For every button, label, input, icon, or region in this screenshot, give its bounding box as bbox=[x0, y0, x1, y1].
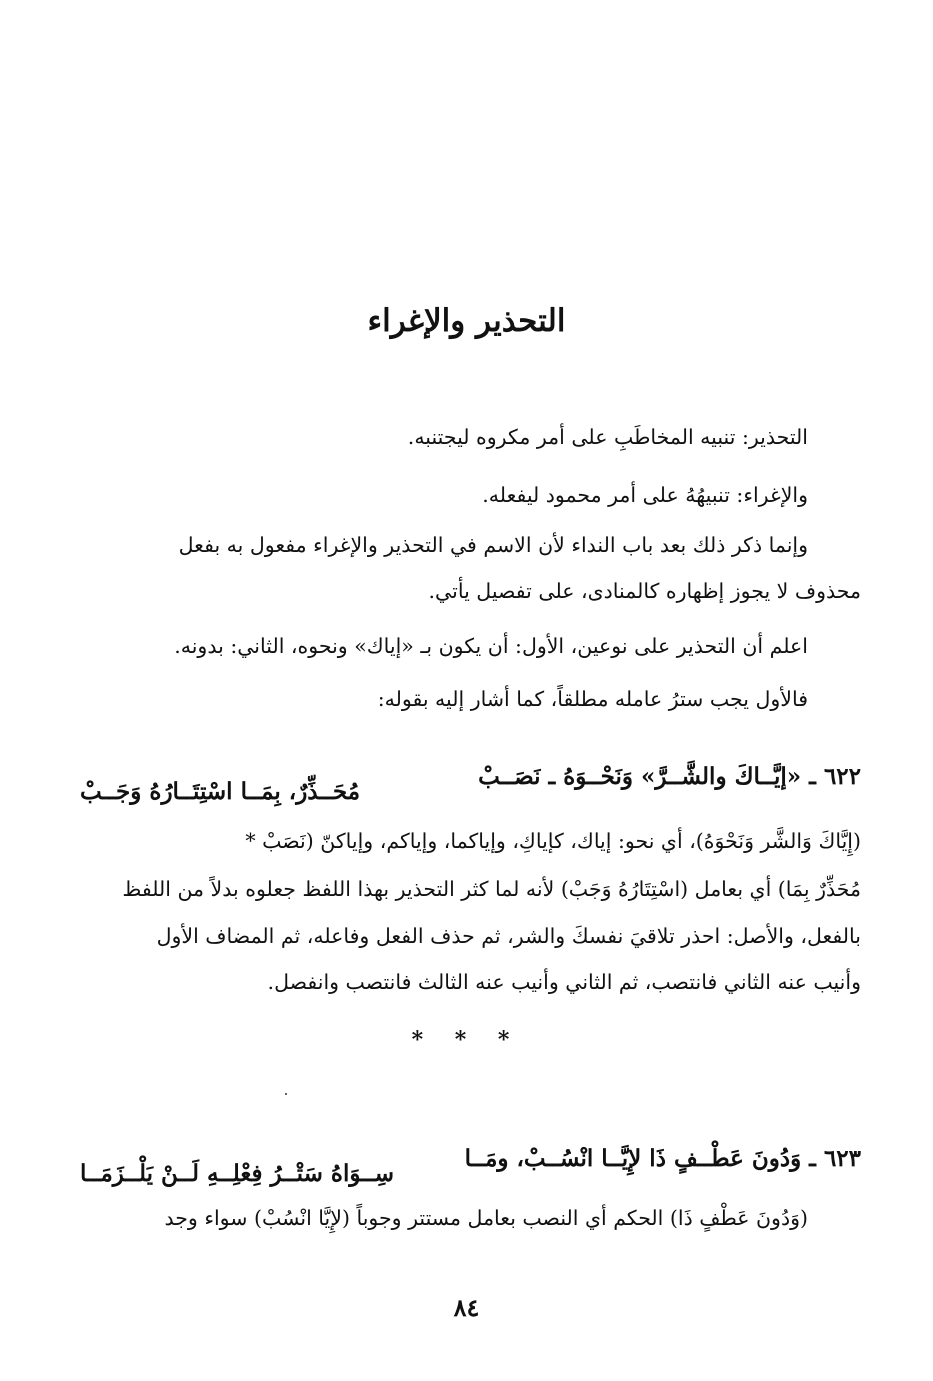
chapter-title: التحذير والإغراء bbox=[367, 303, 566, 339]
commentary-line: بالفعل، والأصل: احذر تلاقيَ نفسكَ والشر، ثم حذف الفعل وفاعله، ثم المضاف الأول bbox=[156, 924, 861, 948]
section-separator: * * * bbox=[411, 1027, 522, 1053]
commentary-line: (وَدُونَ عَطْفٍ ذَا) الحكم أي النصب بعامل مستتر وجوباً (لإِيَّا انْسُبْ) سواء وجد bbox=[164, 1206, 808, 1230]
page-number: ٨٤ bbox=[453, 1293, 480, 1322]
verse-623-right-hemistich: ٦٢٣ ـ وَدُونَ عَطْــفٍ ذَا لإِيَّــا انْسُــبْ، ومَــا bbox=[464, 1145, 861, 1172]
verse-623-left-hemistich: سِــوَاهُ سَتْــرُ فِعْلِــهِ لَــنْ يَلْــزَمَــا bbox=[80, 1160, 394, 1187]
paragraph-line: اعلم أن التحذير على نوعين، الأول: أن يكون بـ «إياك» ونحوه، الثاني: بدونه. bbox=[174, 634, 808, 658]
verse-622-right-hemistich: ٦٢٢ ـ «إيَّــاكَ والشَّــرَّ» وَنَحْــوَهُ ـ نَصَــبْ bbox=[478, 763, 861, 790]
commentary-line: مُحَذِّرٌ بِمَا) أي بعامل (اسْتِتَارُهُ وَجَبْ) لأنه لما كثر التحذير بهذا اللفظ جعلوه بدلاً من اللفظ bbox=[122, 877, 861, 901]
paragraph-line: فالأول يجب سترُ عامله مطلقاً، كما أشار إليه بقوله: bbox=[377, 687, 808, 711]
commentary-line: وأنيب عنه الثاني فانتصب، ثم الثاني وأنيب عنه الثالث فانتصب وانفصل. bbox=[267, 970, 861, 994]
commentary-line: (إِيَّاكَ وَالشَّر وَنَحْوَهُ)، أي نحو: إياك، كإياكِ، وإياكما، وإياكم، وإياكنّ (نَصَبْ * bbox=[245, 829, 861, 853]
definition-line: التحذير: تنبيه المخاطَبِ على أمر مكروه ليجتنبه. bbox=[407, 425, 808, 449]
verse-622-left-hemistich: مُحَــذِّرٌ، بِمَــا اسْتِتَــارُهُ وَجَــبْ bbox=[80, 778, 361, 805]
definition-line: والإغراء: تنبيهُهُ على أمر محمود ليفعله. bbox=[482, 483, 808, 507]
stray-dot bbox=[285, 1093, 287, 1095]
paragraph-line: محذوف لا يجوز إظهاره كالمنادى، على تفصيل يأتي. bbox=[428, 579, 861, 603]
paragraph-line: وإنما ذكر ذلك بعد باب النداء لأن الاسم في التحذير والإغراء مفعول به بفعل bbox=[178, 533, 808, 557]
